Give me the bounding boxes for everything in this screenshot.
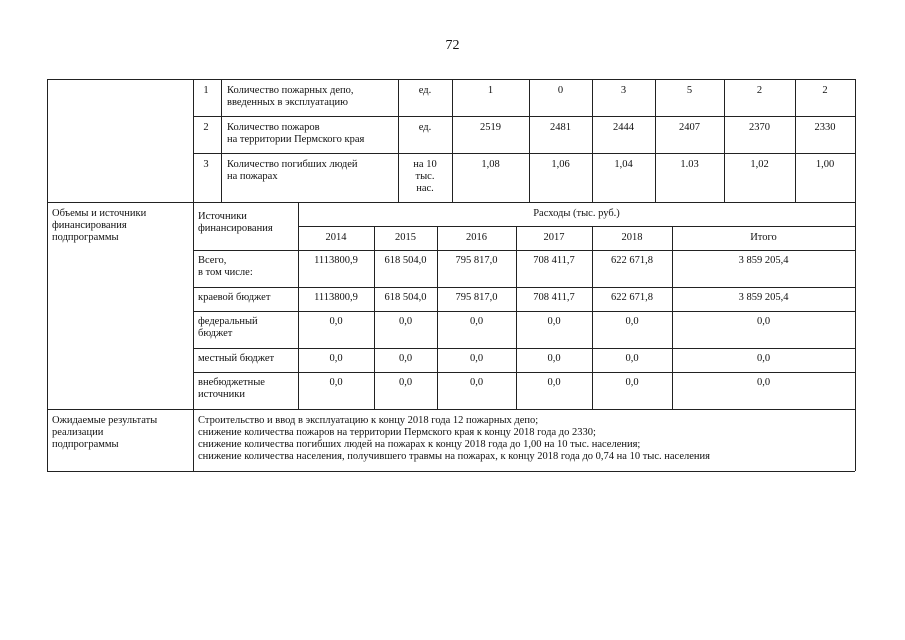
indicator-value: 1: [487, 85, 494, 96]
sources-header: Источники: [198, 211, 247, 222]
indicator-value: 2370: [749, 122, 770, 133]
expense-value: 0,0: [547, 316, 561, 327]
expense-value: 618 504,0: [384, 255, 427, 266]
table-rule-vertical: [437, 226, 438, 409]
table-rule-horizontal: [193, 153, 855, 154]
expense-value: 0,0: [329, 377, 343, 388]
expense-value: 622 671,8: [611, 255, 653, 266]
indicator-name: Количество погибших людей: [227, 159, 358, 170]
indicator-value: 2: [822, 85, 828, 96]
expense-value: 0,0: [329, 316, 343, 327]
table-rule-vertical: [592, 226, 593, 409]
section-label: Ожидаемые результаты: [52, 415, 158, 426]
indicator-number: 3: [203, 159, 209, 170]
year-header: 2017: [543, 232, 565, 243]
expense-total: 3 859 205,4: [738, 255, 789, 266]
result-line: снижение количества погибших людей на пожарах к концу 2018 года до 1,00 на 10 тыс. населения;: [198, 439, 641, 450]
source-label: внебюджетные: [198, 377, 265, 388]
total-header: Итого: [750, 232, 777, 243]
expense-value: 618 504,0: [384, 292, 427, 303]
indicator-unit: ед.: [418, 85, 432, 96]
expense-value: 795 817,0: [455, 255, 498, 266]
indicator-value: 1,00: [815, 159, 835, 170]
indicator-value: 1,02: [750, 159, 769, 170]
result-line: снижение количества населения, получившего травмы на пожарах, к концу 2018 года до 0,74 на 10 тыс. населения: [198, 451, 710, 462]
result-line: снижение количества пожаров на территории Пермского края к концу 2018 года до 2330;: [198, 427, 596, 438]
indicator-value: 1,06: [551, 159, 570, 170]
expense-value: 0,0: [469, 316, 484, 327]
expense-total: 0,0: [756, 316, 771, 327]
source-label: в том числе:: [198, 267, 253, 278]
table-rule-vertical: [529, 79, 530, 202]
table-rule-horizontal: [47, 409, 855, 410]
sources-header: финансирования: [198, 223, 273, 234]
table-rule-vertical: [47, 79, 48, 471]
section-label: финансирования: [52, 220, 127, 231]
indicator-value: 2407: [679, 122, 700, 133]
year-header: 2015: [395, 232, 416, 243]
table-rule-vertical: [452, 79, 453, 202]
indicator-unit: ед.: [418, 122, 432, 133]
expenses-header: Расходы (тыс. руб.): [533, 208, 620, 219]
table-rule-horizontal: [193, 311, 855, 312]
section-label: реализации: [52, 427, 104, 438]
expense-value: 795 817,0: [455, 292, 498, 303]
indicator-value: 1,04: [614, 159, 633, 170]
table-rule-vertical: [374, 226, 375, 409]
year-header: 2014: [325, 232, 347, 243]
expense-total: 0,0: [756, 377, 771, 388]
indicator-name: на пожарах: [227, 171, 278, 182]
table-rule-horizontal: [193, 287, 855, 288]
year-header: 2016: [466, 232, 487, 243]
table-rule-horizontal: [193, 348, 855, 349]
indicator-value: 0: [557, 85, 564, 96]
source-label: краевой бюджет: [198, 292, 271, 303]
indicator-unit: тыс.: [415, 171, 435, 182]
source-label: местный бюджет: [198, 353, 275, 364]
indicator-value: 2330: [814, 122, 836, 133]
table-rule-horizontal: [47, 471, 855, 472]
source-label: источники: [198, 389, 245, 400]
expense-value: 0,0: [625, 316, 639, 327]
table-rule-horizontal: [193, 116, 855, 117]
indicator-value: 1.03: [680, 159, 699, 170]
table-rule-horizontal: [193, 250, 855, 251]
table-rule-vertical: [655, 79, 656, 202]
indicator-value: 5: [686, 85, 693, 96]
source-label: бюджет: [198, 328, 233, 339]
table-rule-vertical: [516, 226, 517, 409]
indicator-name: введенных в эксплуатацию: [227, 97, 348, 108]
year-header: 2018: [621, 232, 643, 243]
section-label: Объемы и источники: [52, 208, 147, 219]
expense-value: 0,0: [398, 377, 413, 388]
indicator-value: 2481: [550, 122, 571, 133]
table-rule-vertical: [855, 79, 856, 471]
indicator-name: Количество пожаров: [227, 122, 320, 133]
expense-value: 0,0: [547, 353, 561, 364]
expense-value: 0,0: [625, 353, 639, 364]
expense-value: 0,0: [469, 353, 484, 364]
table-rule-vertical: [592, 79, 593, 202]
expense-value: 1113800,9: [314, 292, 358, 303]
indicator-value: 2: [756, 85, 763, 96]
table-rule-horizontal: [298, 226, 855, 227]
source-label: Всего,: [198, 255, 227, 266]
indicator-unit: нас.: [416, 183, 434, 194]
table-rule-vertical: [724, 79, 725, 202]
indicator-name: Количество пожарных депо,: [227, 85, 354, 96]
table-rule-vertical: [193, 79, 194, 202]
indicator-number: 2: [203, 122, 209, 133]
indicator-value: 1,08: [481, 159, 500, 170]
expense-value: 622 671,8: [611, 292, 653, 303]
table-rule-vertical: [193, 202, 194, 471]
table-rule-horizontal: [193, 372, 855, 373]
expense-value: 1113800,9: [314, 255, 358, 266]
table-rule-vertical: [221, 79, 222, 202]
section-label: подпрограммы: [52, 439, 119, 450]
expense-value: 0,0: [398, 316, 413, 327]
table-rule-horizontal: [47, 79, 855, 80]
section-label: подпрограммы: [52, 232, 119, 243]
table-rule-vertical: [795, 79, 796, 202]
indicator-name: на территории Пермского края: [227, 134, 365, 145]
expense-value: 0,0: [547, 377, 561, 388]
page-number: 72: [445, 38, 460, 53]
expense-value: 0,0: [398, 353, 413, 364]
indicator-value: 2519: [480, 122, 501, 133]
expense-total: 0,0: [756, 353, 771, 364]
expense-value: 0,0: [469, 377, 484, 388]
indicator-number: 1: [203, 85, 209, 96]
expense-value: 708 411,7: [533, 255, 575, 266]
indicator-value: 3: [620, 85, 627, 96]
expense-value: 708 411,7: [533, 292, 575, 303]
table-rule-horizontal: [47, 202, 855, 203]
indicator-value: 2444: [613, 122, 634, 133]
expense-value: 0,0: [625, 377, 639, 388]
expense-total: 3 859 205,4: [738, 292, 789, 303]
indicator-unit: на 10: [413, 159, 437, 170]
result-line: Строительство и ввод в эксплуатацию к концу 2018 года 12 пожарных депо;: [198, 415, 539, 426]
source-label: федеральный: [198, 316, 258, 327]
expense-value: 0,0: [329, 353, 343, 364]
